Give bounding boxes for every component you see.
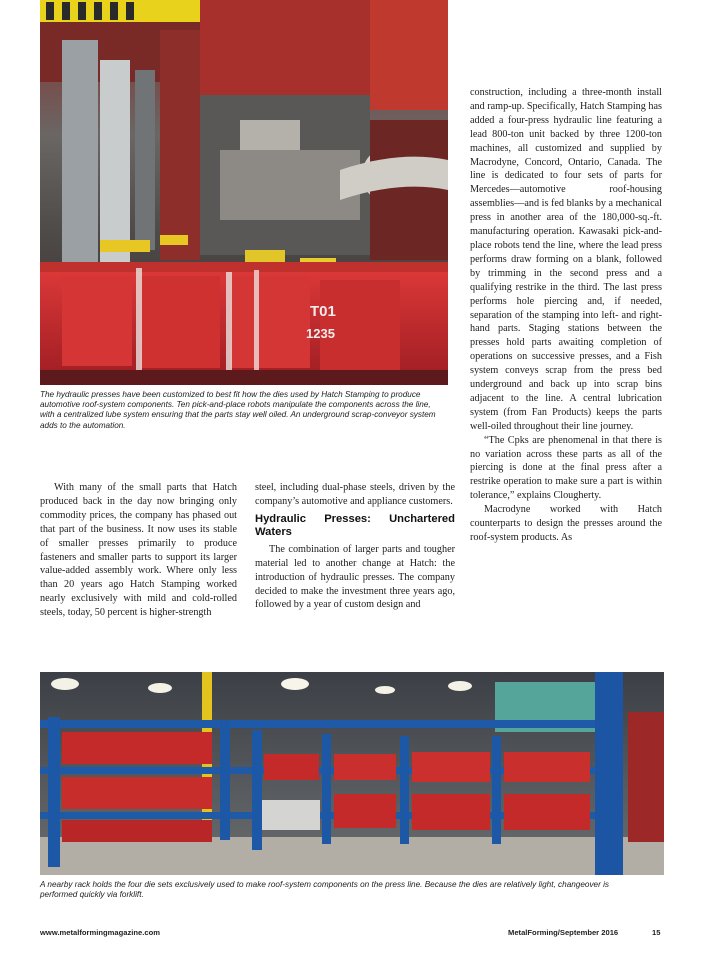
- column-middle: [255, 481, 455, 612]
- press-label-number: 1235: [306, 326, 335, 341]
- die-rack-photo: [40, 672, 664, 875]
- press-label-t01: T01: [310, 303, 336, 320]
- column-left: [40, 481, 237, 620]
- paragraph: construction, including a three-month install and ramp-up. Specifically, Hatch Stamping has added a four-press hydraulic line featuring a lead 800-ton unit backed by three 1200-ton machines, all customized and supplied by Macrodyne, Concord, Ontario, Canada. The line is dedicated to four sets of parts for Mercedes—automotive roof-housing assemblies—and is fed blanks by a mechanical press in another area of the 180,000-sq.-ft. manufacturing operation. Kawasaki pick-and-place robots tend the line, where the lead press performs draw forming on a blank, followed by trimming in the second press and a qualifying restrike in the third. The last press performs hole piercing and, if needed, separation of the stamping into left- and right-hand parts. Staging stations between the presses hold parts awaiting completion of operations on successive presses, and a Fish system conveys scrap from the press bed underground and back up into scrap bins adjacent to the line. A central lubrication system (from Fan Products) keeps the parts well-oiled throughout their line journey.: [470, 87, 662, 432]
- paragraph: steel, including dual-phase steels, driven by the company’s automotive and appliance customers.: [255, 482, 455, 507]
- paragraph: With many of the small parts that Hatch produced back in the day now bringing only commodity prices, the company has phased out that part of the business. It now uses its stable of smaller presses primarily to produce fasteners and smaller parts to support its larger value-added assembly work. Where only less than 20 years ago Hatch Stamping worked nearly exclusively with mild and cold-rolled steels, today, 50 percent is higher-strength: [40, 482, 237, 619]
- footer-issue: MetalForming/September 2016: [508, 928, 619, 937]
- bottom-photo-caption: A nearby rack holds the four die sets exclusively used to make roof-system components on the press line. Because the dies are relatively light, changeover is performed quickly via forklift.: [40, 880, 610, 900]
- press-line-photo: [40, 0, 448, 385]
- top-photo-caption: The hydraulic presses have been customized to best fit how the dies used by Hatch Stamping to produce automotive roof-system components. Ten pick-and-place robots manipulate the components across the line, with a centralized lube system ensuring that the parts stay well oiled. An underground scrap-conveyor system adds to the automation.: [40, 390, 436, 430]
- paragraph: Macrodyne worked with Hatch counterparts to design the presses around the roof-system products. As: [470, 504, 662, 543]
- paragraph: “The Cpks are phenomenal in that there is no variation across these parts as all of the piercing is done at the final press after a restrike operation to make sure a part is within tolerance,” explains Clougherty.: [470, 434, 662, 502]
- page-number: 15: [652, 928, 661, 937]
- paragraph: The combination of larger parts and tougher material led to another change at Hatch: the introduction of hydraulic presses. The company decided to make the investment three years ago, followed by a year of custom design and: [255, 543, 455, 611]
- footer-url: www.metalformingmagazine.com: [40, 928, 160, 937]
- section-subheading: Hydraulic Presses: Unchartered Waters: [255, 512, 455, 538]
- column-right-top: [470, 86, 662, 545]
